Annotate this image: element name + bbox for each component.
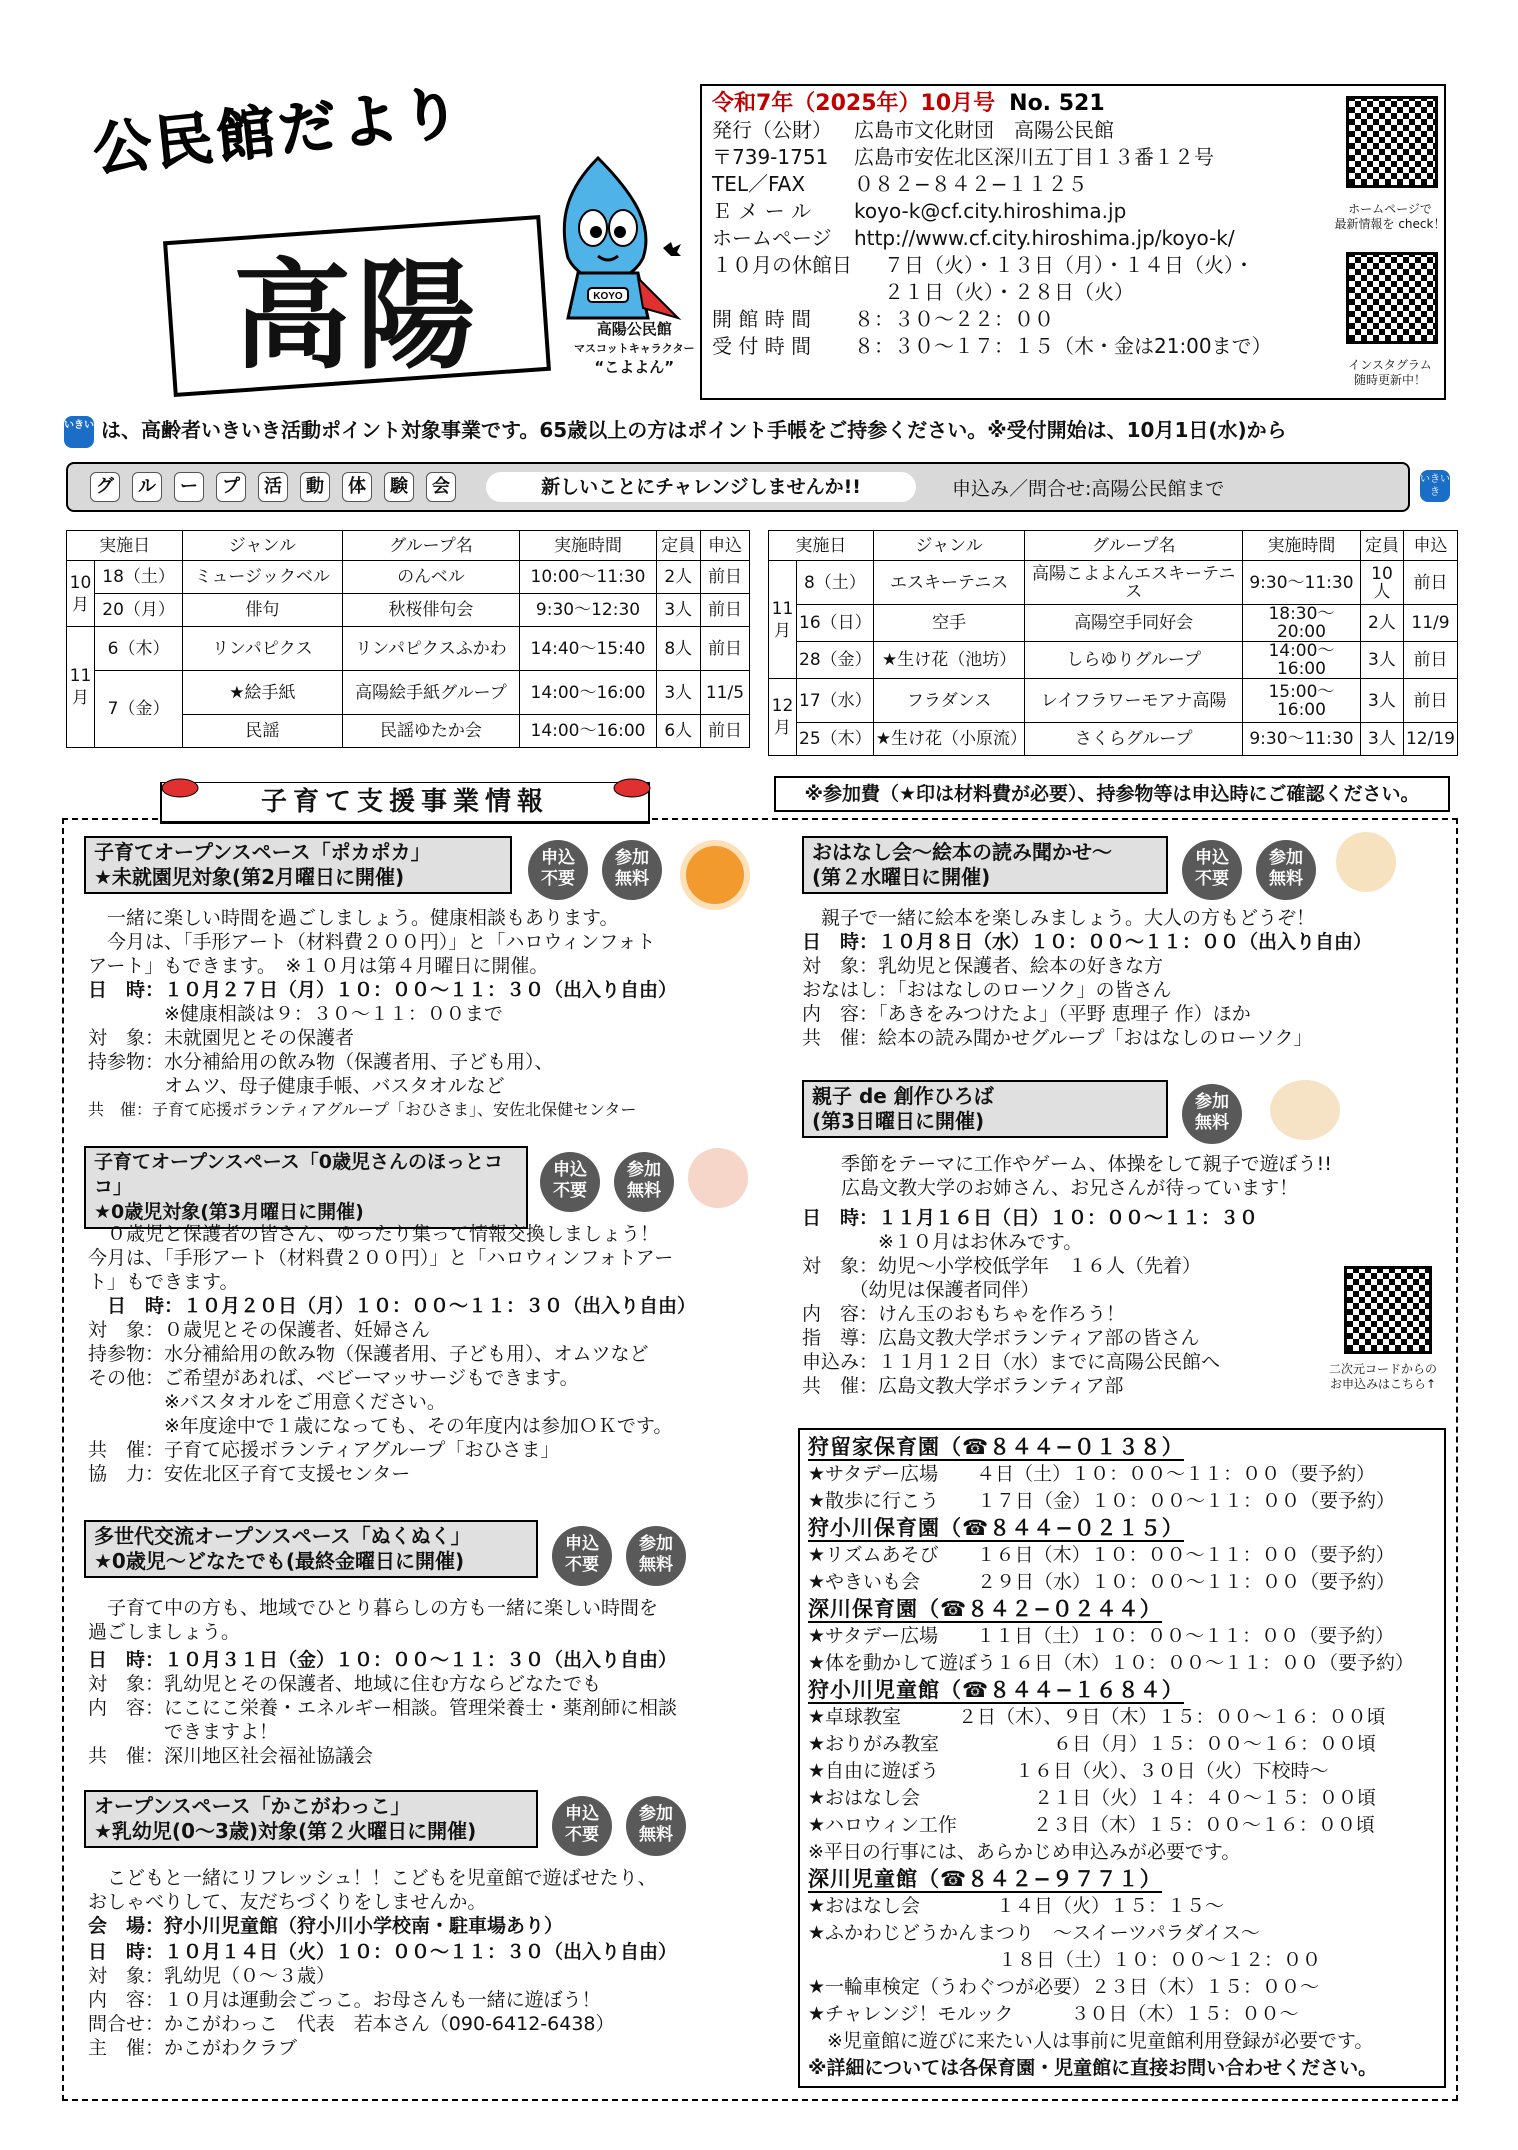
pin-left-icon: [160, 776, 200, 806]
table-row: 28（金） ★生け花（池坊） しらゆりグループ 14:00〜16:00 3人 前日: [769, 642, 1458, 679]
table-row: 25（木） ★生け花（小原流） さくらグループ 9:30〜11:30 3人 12/19: [769, 723, 1458, 756]
mascot-koyoyon-icon: [528, 148, 688, 338]
qr-homepage-caption: ホームページで 最新情報を check！: [1334, 202, 1446, 231]
ikiiki-icon: いきいき: [1420, 470, 1450, 502]
pokapoka-body: 一緒に楽しい時間を過ごしましょう。健康相談もあります。 今月は、「手形アート（材料費２００円）」と「ハロウィンフォト アート」もできます。 ※１０月は第４月曜日に開催。 日 時：１０月２７日（月）１０：００〜１１：３０（出入り自由） ※健康相談は９：３０〜１１：００まで 対 象：未就園児とその保護者 持参物：水分補給用の飲み物（保護者用、子ども用）、 オムツ、母子健康手帳、バスタオルなど 共 催：子育て応援ボランティアグループ「おひさま」、安佐北保健センター: [88, 907, 678, 1119]
nukunuku-header: 多世代交流オープンスペース「ぬくぬく」 ★0歳児〜どなたでも(最終金曜日に開催): [84, 1520, 538, 1578]
email-link[interactable]: koyo-k@cf.city.hiroshima.jp: [854, 199, 1127, 223]
issue-header: 令和7年（2025年）10月号 No. 521: [712, 91, 1105, 116]
sun-icon: [686, 846, 744, 904]
free-fee-badge: 参加 無料: [626, 1526, 686, 1586]
no-application-badge: 申込 不要: [552, 1526, 612, 1586]
table-row: 20（月） 俳句 秋桜俳句会 9:30〜12:30 3人 前日: [67, 594, 750, 627]
group-activity-slogan: 新しいことにチャレンジしませんか!!: [486, 472, 916, 502]
no-application-badge: 申込 不要: [540, 1152, 600, 1212]
pokapoka-header: 子育てオープンスペース「ポカポカ」 ★未就園児対象(第2月曜日に開催): [84, 836, 512, 894]
activity-table-right: 実施日 ジャンル グループ名 実施時間 定員 申込 11月 8（土） エスキーテニス 高陽こよよんエスキーテニス 9:30〜11:30 10人 前日 16（日） 空手 高陽空手同好会 18:30〜20:00 2人 11/9 28（金） ★生け花（池坊） しらゆりグループ 14:00〜16:00 3人 前日 12月 17（水） フラダンス レイフラワーモアナ高陽 15:00〜16:00 3人 前日 25（木） ★生け花（小原流） さくらグループ 9:30〜11:30 3人 12/19: [768, 530, 1458, 756]
kakogawakko-body: こどもと一緒にリフレッシュ！！こどもを児童館で遊ばせたり、 おしゃべりして、友だちづくりをしませんか。 会 場：狩小川児童館（狩小川小学校南・駐車場あり） 日 時：１０月１４日（火）１０：００〜１１：３０（出入り自由） 対 象：乳幼児（０〜３歳） 内 容：１０月は運動会ごっこ。お母さんも一緒に遊ぼう！ 問合せ：かこがわっこ 代表 若本さん（090-6412-6438） 主 催：かこがわクラブ: [88, 1867, 678, 2059]
title-banner: [163, 215, 551, 397]
activity-table-left: 実施日 ジャンル グループ名 実施時間 定員 申込 10月 18（土） ミュージックベル のんベル 10:00〜11:30 2人 前日 20（月） 俳句 秋桜俳句会 9:30〜12:30 3人 前日 11月 6（木） リンパピクス リンパピクスふかわ 14:40〜15:40 8人 前日 7（金） ★絵手紙 高陽絵手紙グループ 14:00〜16:00 3人 11/5 民謡 民謡ゆたか会 14:00〜16:00 6人 前日: [66, 530, 750, 748]
no-application-badge: 申込 不要: [552, 1796, 612, 1856]
application-qr-caption: 二次元コードからの お申込みはこちら↑: [1328, 1362, 1437, 1391]
nukunuku-body: 子育て中の方も、地域でひとり暮らしの方も一緒に楽しい時間を 過ごしましょう。 日 時：１０月３１日（金）１０：００〜１１：３０（出入り自由） 対 象：乳幼児とその保護者、地域に住む方ならどなたでも 内 容：にこにこ栄養・エネルギー相談。管理栄養士・薬剤師に相談 できますよ！ 共 催：深川地区社会福祉協議会: [88, 1597, 678, 1767]
group-activity-bar: [66, 462, 1410, 512]
ikiiki-notice: いきいき は、高齢者いきいき活動ポイント対象事業です。65歳以上の方はポイント手帳をご持参ください。※受付開始は、10月1日(水)から: [64, 414, 1287, 448]
child-reading-icon: [1336, 832, 1396, 892]
ikiiki-icon: いきいき: [64, 416, 94, 448]
nursery-events-box: 狩留家保育園（☎８４４−０１３８） ★サタデー広場 ４日（土）１０：００〜１１：００（要予約） ★散歩に行こう １７日（金）１０：００〜１１：００（要予約） 狩小川保育園（☎８４４−０２１５） ★リズムあそび １６日（木）１０：００〜１１：００（要予約） ★やきいも会 ２９日（水）１０：００〜１１：００（要予約） 深川保育園（☎８４２−０２４４） ★サタデー広場 １１日（土）１０：００〜１１：００（要予約） ★体を動かして遊ぼう１６日（木）１０：００〜１１：００（要予約） 狩小川児童館（☎８４４−１６８４） ★卓球教室 ２日（木）、９日（木）１５：００〜１６：００頃 ★おりがみ教室 ６日（月）１５：００〜１６：００頃 ★自由に遊ぼう １６日（火）、３０日（火）下校時〜 ★おはなし会 ２１日（火）１４：４０〜１５：００頃 ★ハロウィン工作 ２３日（木）１５：００〜１６：００頃 ※平日の行事には、あらかじめ申込みが必要です。 深川児童館（☎８４２−９７７１） ★おはなし会 １４日（火）１５：１５〜 ★ふかわじどうかんまつり 〜スイーツパラダイス〜 １８日（土）１０：００〜１２：００ ★一輪車検定（うわぐつが必要）２３日（木）１５：００〜 ★チャレンジ！モルック ３０日（木）１５：００〜 ※児童館に遊びに来たい人は事前に児童館利用登録が必要です。 ※詳細については各保育園・児童館に直接お問い合わせください。: [798, 1428, 1446, 2088]
homepage-qr-code-icon[interactable]: [1346, 96, 1438, 188]
fee-note: ※参加費（★印は材料費が必要）、持参物等は申込時にご確認ください。: [774, 776, 1450, 812]
nursery-footer: ※詳細については各保育園・児童館に直接お問い合わせください。: [808, 2057, 1378, 2079]
table-row: 11月 8（土） エスキーテニス 高陽こよよんエスキーテニス 9:30〜11:30 10人 前日: [769, 561, 1458, 605]
mascot-badge: KOYO: [593, 291, 623, 302]
ohanashi-header: おはなし会〜絵本の読み聞かせ〜 (第２水曜日に開催): [802, 836, 1168, 894]
application-qr-code-icon[interactable]: [1344, 1266, 1432, 1354]
qr-instagram-caption: インスタグラム 随時更新中！: [1348, 358, 1432, 387]
ohanashi-body: 親子で一緒に絵本を楽しみましょう。大人の方もどうぞ！ 日 時：１０月８日（水）１０：００〜１１：００（出入り自由） 対 象：乳幼児と保護者、絵本の好きな方 おなはし：「おはなしのローソク」の皆さん 内 容：「あきをみつけたよ」（平野 恵理子 作）ほか 共 催：絵本の読み聞かせグループ「おはなしのローソク」: [802, 907, 1373, 1049]
kakogawakko-header: オープンスペース「かこがわっこ」 ★乳幼児(0〜3歳)対象(第２火曜日に開催): [84, 1790, 538, 1848]
free-fee-badge: 参加 無料: [1182, 1084, 1242, 1144]
mascot-label: 高陽公民館 マスコットキャラクター “こよよん”: [574, 320, 695, 376]
newsletter-title: 公民館だより: [89, 77, 468, 185]
group-activity-apply: 申込み／問合せ:高陽公民館まで: [952, 477, 1225, 500]
no-application-badge: 申込 不要: [528, 840, 588, 900]
group-activity-title: グ ル ー プ 活 動 体 験 会: [68, 472, 456, 502]
table-row: 民謡 民謡ゆたか会 14:00〜16:00 6人 前日: [67, 715, 750, 748]
no-application-badge: 申込 不要: [1182, 840, 1242, 900]
issue-info-box: 令和7年（2025年）10月号 No. 521 発行（公財） 広島市文化財団 高陽公民館 〒739-1751 広島市安佐北区深川五丁目１３番１２号 TEL／FAX ０８２−８４２−１１２５ Ｅ メ ー ル koyo-k@cf.city.hiroshima.jp ホームページ http://www.cf.city.hiroshima.jp/koyo-k/ １０月の休館日 ７日（火）・１３日（月）・１４日（火）・ ２１日（火）・２８日（火） 開 館 時 間 ８：３０〜２２：００ 受 付 時 間 ８：３０〜１７：１５（木・金は21:00まで）: [700, 84, 1446, 400]
free-fee-badge: 参加 無料: [602, 840, 662, 900]
homepage-link[interactable]: http://www.cf.city.hiroshima.jp/koyo-k/: [854, 226, 1235, 250]
free-fee-badge: 参加 無料: [1256, 840, 1316, 900]
table-row: 16（日） 空手 高陽空手同好会 18:30〜20:00 2人 11/9: [769, 605, 1458, 642]
section-title: 子育て支援事業情報: [160, 782, 650, 824]
sousaku-header: 親子 de 創作ひろば (第3日曜日に開催): [802, 1080, 1168, 1138]
children-crafting-icon: [1270, 1080, 1340, 1140]
sousaku-body: 季節をテーマに工作やゲーム、体操をして親子で遊ぼう!! 広島文教大学のお姉さん、お兄さんが待っています！ 日 時：１１月１６日（日）１０：００〜１１：３０ ※１０月はお休みです。 対 象：幼児〜小学校低学年 １６人（先着） （幼児は保護者同伴） 内 容：けん玉のおもちゃを作ろう！ 指 導：広島文教大学ボランティア部の皆さん 申込み：１１月１２日（水）までに高陽公民館へ 共 催：広島文教大学ボランティア部: [802, 1153, 1332, 1397]
hotto-coco-body: ０歳児と保護者の皆さん、ゆったり集って情報交換しましょう！ 今月は、「手形アート（材料費２００円）」と「ハロウィンフォトアー ト」もできます。 日 時：１０月２０日（月）１０：００〜１１：３０（出入り自由） 対 象：０歳児とその保護者、妊婦さん 持参物：水分補給用の飲み物（保護者用、子ども用）、オムツなど その他：ご希望があれば、ベビーマッサージもできます。 ※バスタオルをご用意ください。 ※年度途中で１歳になっても、その年度内は参加ＯＫです。 共 催：子育て応援ボランティアグループ「おひさま」 協 力：安佐北区子育て支援センター: [88, 1223, 697, 1485]
free-fee-badge: 参加 無料: [626, 1796, 686, 1856]
table-row: 11月 6（木） リンパピクス リンパピクスふかわ 14:40〜15:40 8人 前日: [67, 627, 750, 671]
pin-right-icon: [612, 776, 652, 806]
table-row: 7（金） ★絵手紙 高陽絵手紙グループ 14:00〜16:00 3人 11/5: [67, 671, 750, 715]
title-kanji: 高陽: [232, 247, 482, 386]
instagram-qr-code-icon[interactable]: [1346, 252, 1438, 344]
table-row: 12月 17（水） フラダンス レイフラワーモアナ高陽 15:00〜16:00 3人 前日: [769, 679, 1458, 723]
free-fee-badge: 参加 無料: [614, 1152, 674, 1212]
hotto-coco-header: 子育てオープンスペース「0歳児さんのほっとココ」 ★0歳児対象(第3月曜日に開催): [84, 1146, 528, 1229]
baby-icon: [688, 1148, 748, 1208]
table-row: 10月 18（土） ミュージックベル のんベル 10:00〜11:30 2人 前日: [67, 561, 750, 594]
